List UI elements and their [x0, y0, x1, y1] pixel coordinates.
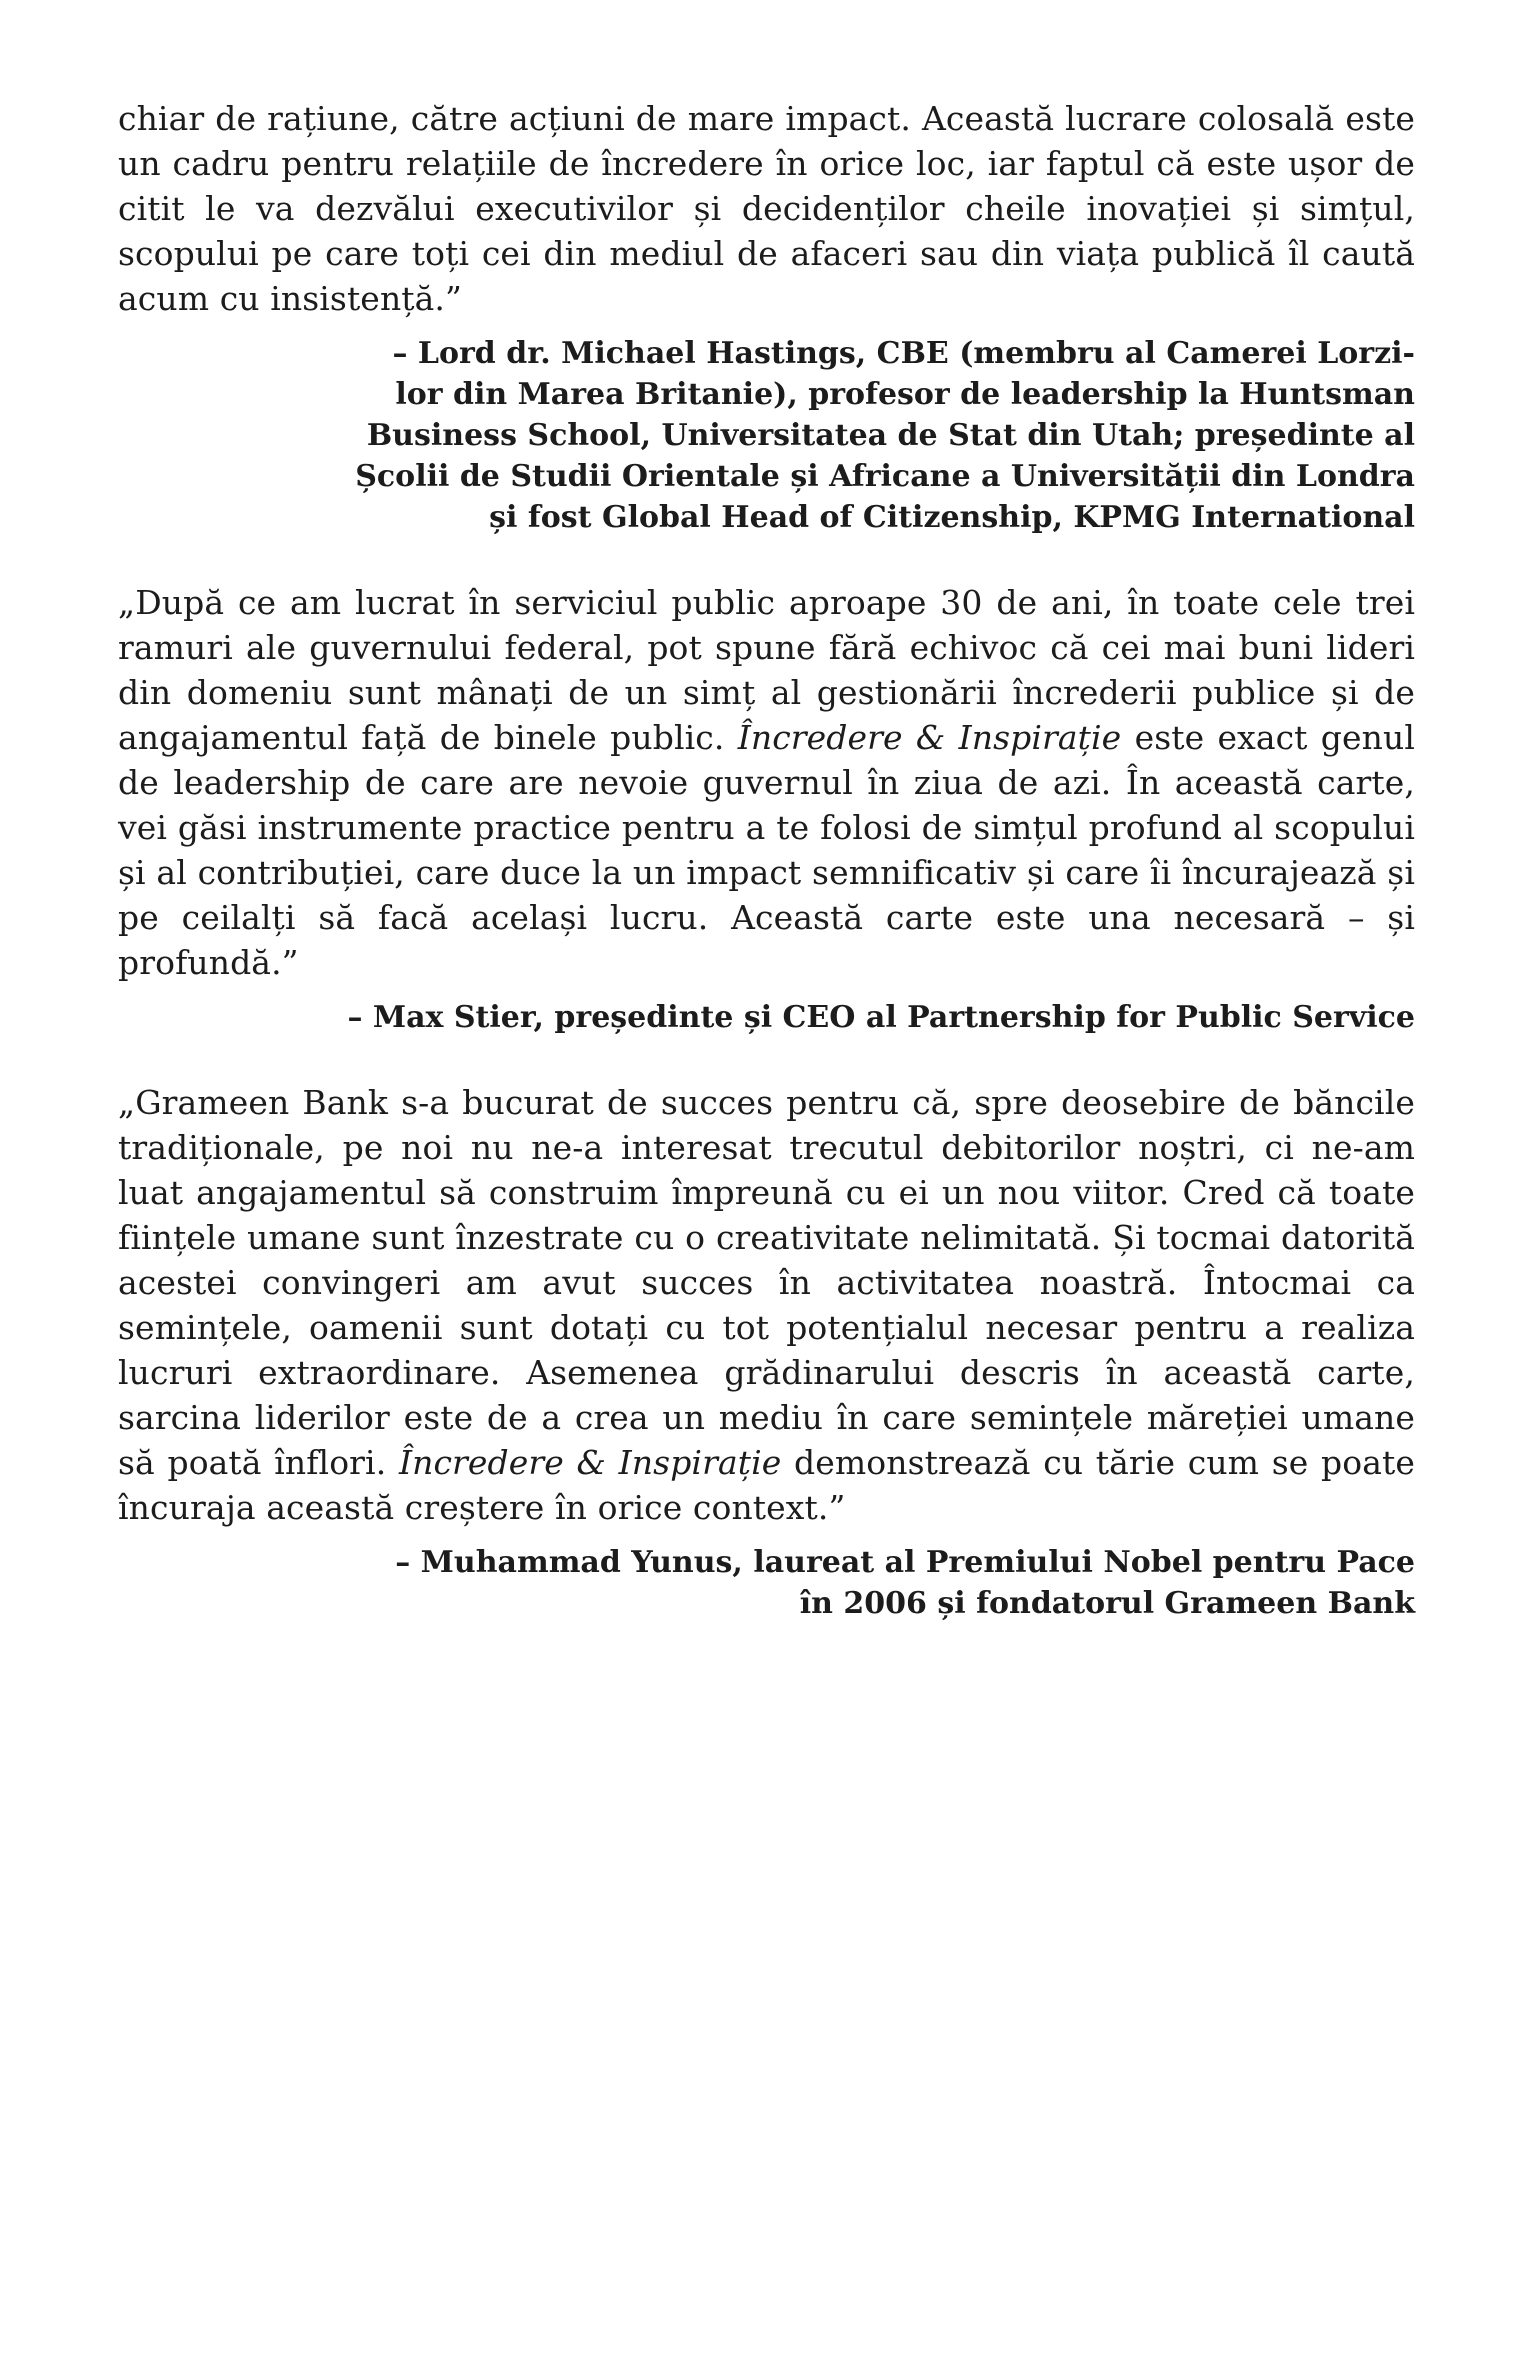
- quote-segment-book-title: Încredere & Inspirație: [737, 718, 1122, 757]
- quote-segment: „După ce am lucrat în serviciul public aproape 30 de ani, în toate cele trei ramuri ale guvernului federal, pot spune fără echivoc că cei mai buni lideri din domeniu sunt mânați de un simț al gestionării încrederii publice și de angajamentul față de binele public.: [118, 583, 1415, 757]
- attribution-line: – Max Stier, președinte și CEO al Partnership for Public Service: [347, 1000, 1415, 1035]
- quote-paragraph: [118, 1080, 1415, 1530]
- quote-attribution: [118, 333, 1415, 538]
- attribution-line: lor din Marea Britanie), profesor de leadership la Huntsman: [395, 377, 1415, 412]
- quote-block-hastings: [118, 96, 1415, 538]
- quote-paragraph: [118, 96, 1415, 321]
- quote-segment: demonstrează cu tărie cum se poate încuraja această creștere în orice context.”: [118, 1443, 1415, 1527]
- attribution-line: – Muhammad Yunus, laureat al Premiului Nobel pentru Pace: [395, 1545, 1415, 1580]
- quote-block-stier: [118, 580, 1415, 1038]
- attribution-line: – Lord dr. Michael Hastings, CBE (membru al Camerei Lorzi-: [392, 336, 1415, 371]
- quote-paragraph: [118, 580, 1415, 985]
- quote-attribution: [118, 997, 1415, 1038]
- quote-segment: chiar de rațiune, către acțiuni de mare impact. Această lucrare colosală este un cadru pentru relațiile de încredere în orice loc, iar faptul că este ușor de citit le va dezvălui executivilor și decidenților cheile inovației și simțul, scopului pe care toți cei din mediul de afaceri sau din viața publică îl caută acum cu insistență.”: [118, 99, 1415, 318]
- attribution-line: Business School, Universitatea de Stat din Utah; președinte al: [366, 418, 1415, 453]
- quote-segment: „Grameen Bank s-a bucurat de succes pentru că, spre deosebire de băncile tradiționale, pe noi nu ne-a interesat trecutul debitorilor noștri, ci ne-am luat angajamentul să construim împreună cu ei un nou viitor. Cred că toate ființele umane sunt înzestrate cu o creativitate nelimitată. Și tocmai datorită acestei convingeri am avut succes în activitatea noastră. Întocmai ca semințele, oamenii sunt dotați cu tot potențialul necesar pentru a realiza lucruri extraordinare. Asemenea grădinarului descris în această carte, sarcina liderilor este de a crea un mediu în care semințele măreției umane să poată înflori.: [118, 1083, 1415, 1482]
- attribution-line: și fost Global Head of Citizenship, KPMG International: [489, 500, 1415, 535]
- quote-block-yunus: [118, 1080, 1415, 1624]
- attribution-line: în 2006 și fondatorul Grameen Bank: [799, 1586, 1415, 1621]
- quote-segment: este exact genul de leadership de care are nevoie guvernul în ziua de azi. În această carte, vei găsi instrumente practice pentru a te folosi de simțul profund al scopului și al contribuției, care duce la un impact semnificativ și care îi încurajează și pe ceilalți să facă același lucru. Această carte este una necesară – și profundă.”: [118, 718, 1415, 982]
- quote-segment-book-title: Încredere & Inspirație: [398, 1443, 782, 1482]
- attribution-line: Școlii de Studii Orientale și Africane a Universității din Londra: [355, 459, 1415, 494]
- quote-attribution: [118, 1542, 1415, 1624]
